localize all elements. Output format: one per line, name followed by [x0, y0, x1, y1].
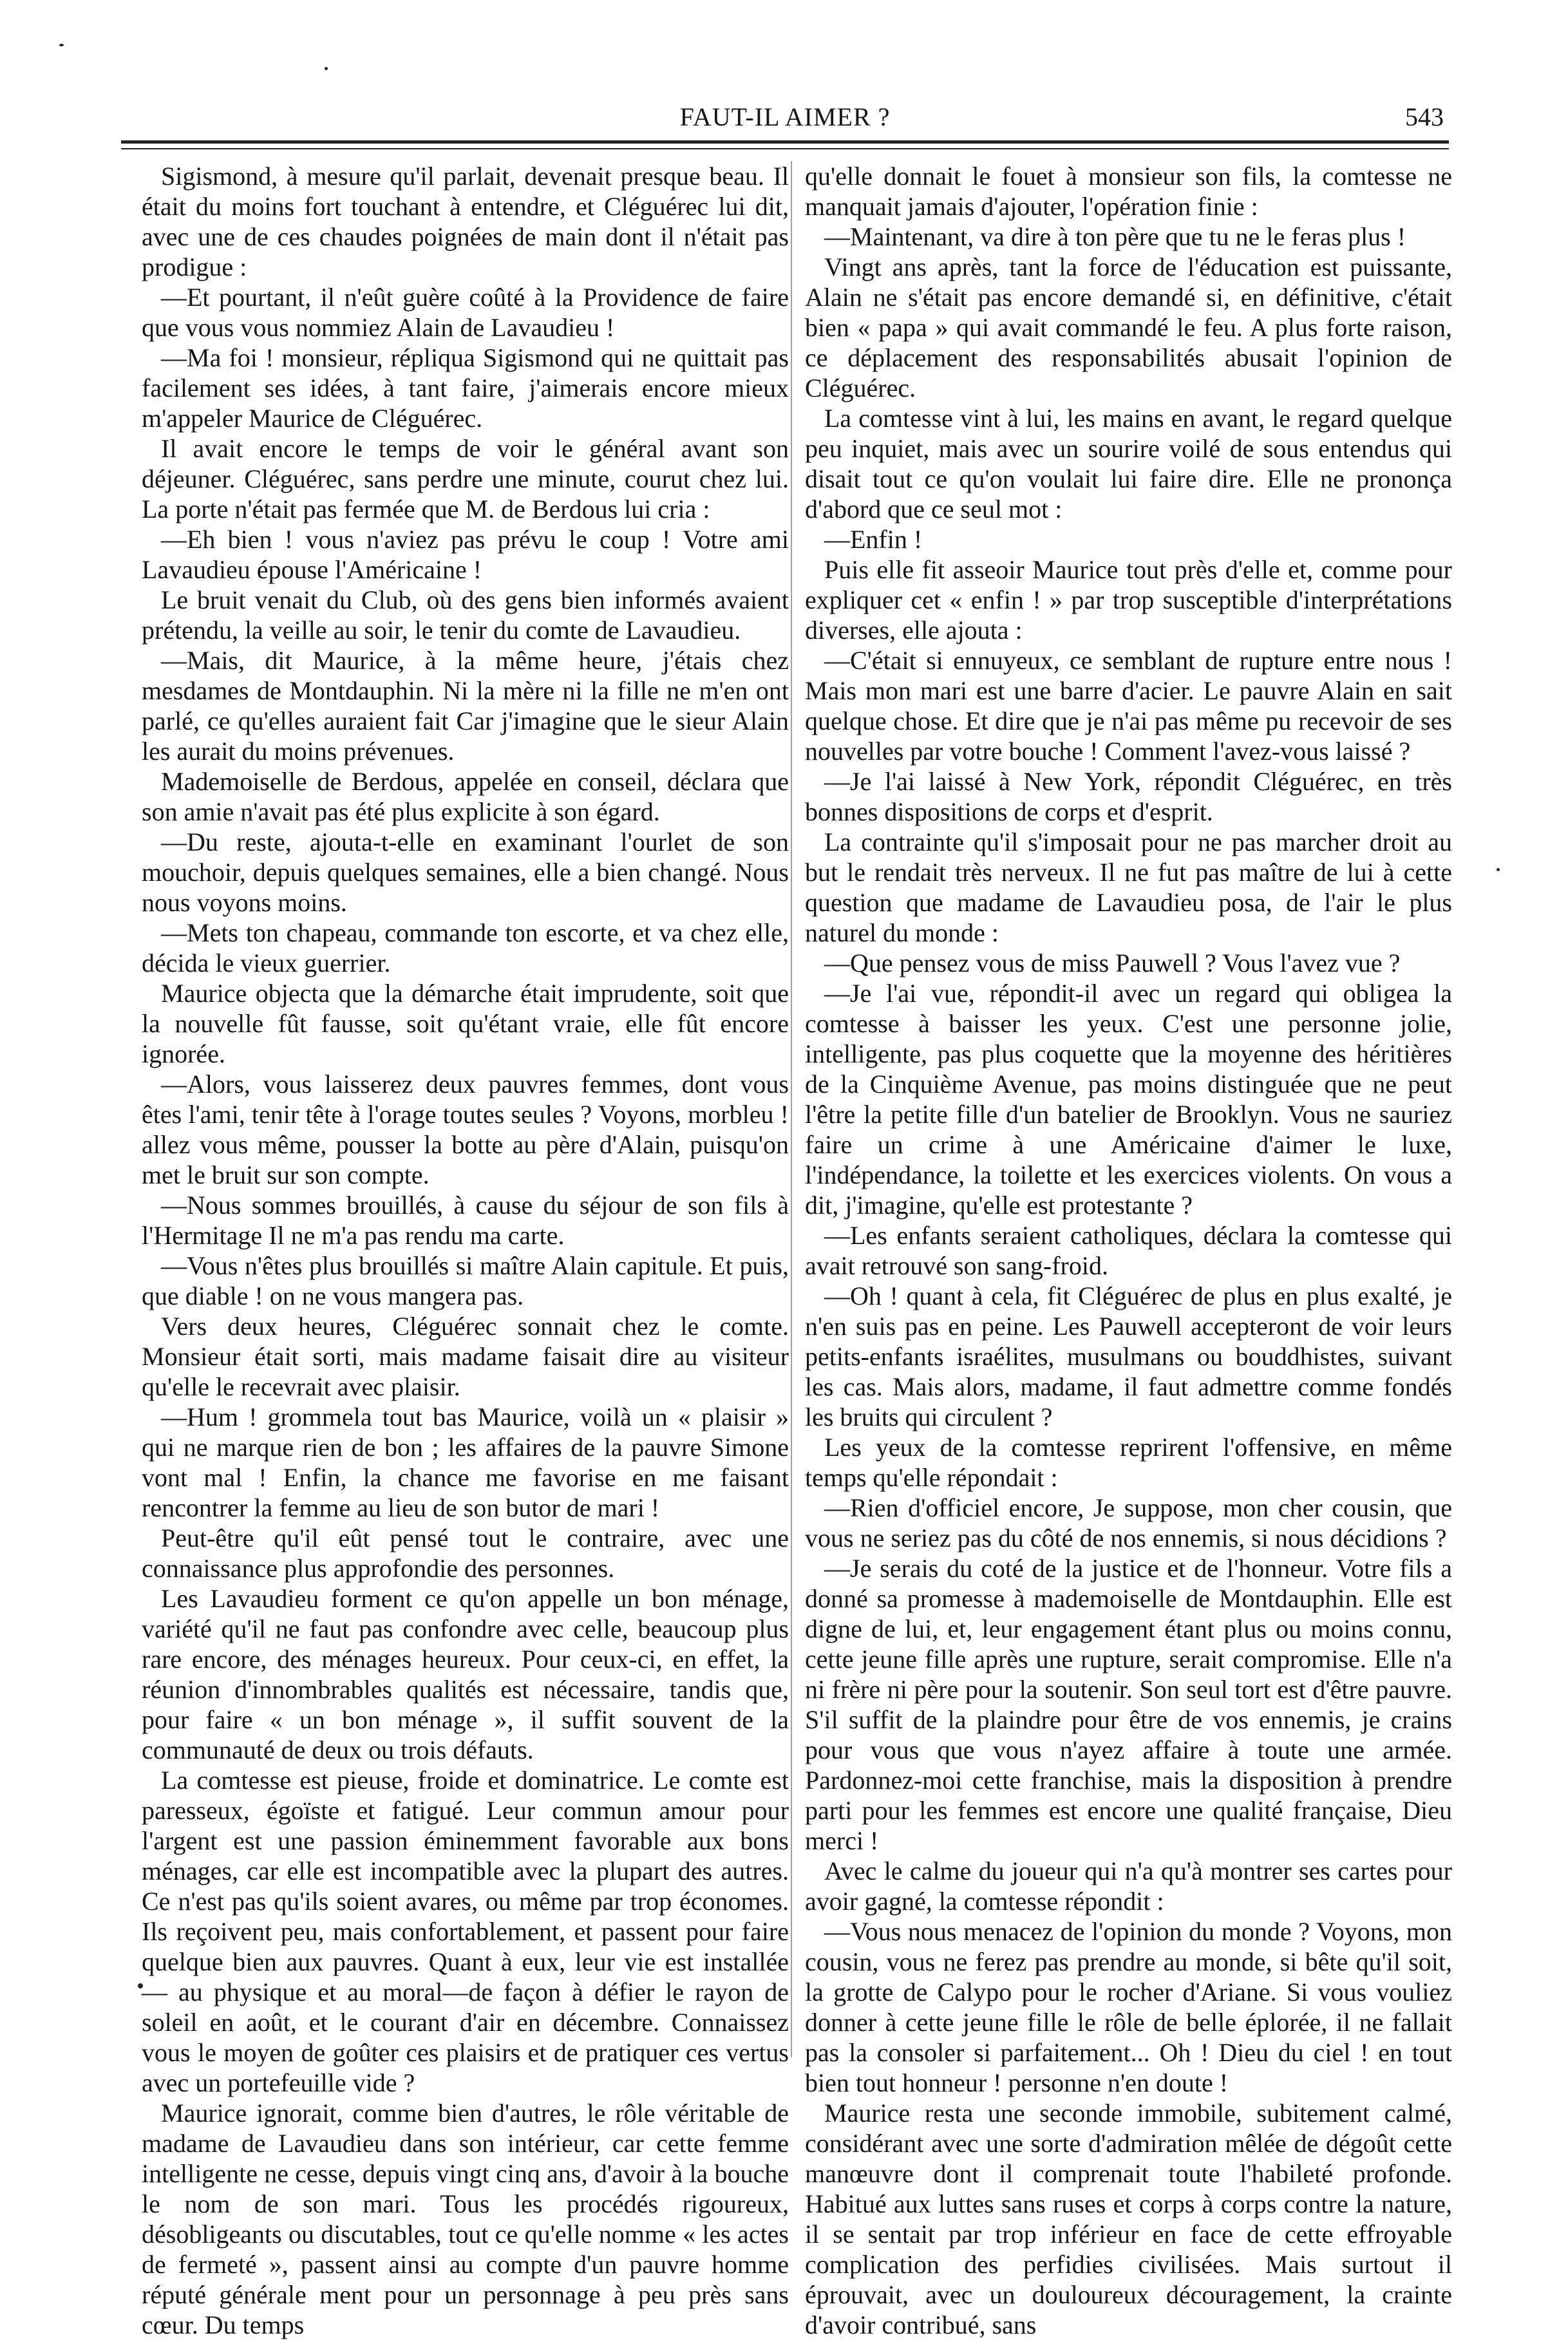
paragraph: —Vous nous menacez de l'opinion du monde ? Voyons, mon cousin, vous ne ferez pas prendre au monde, si bête qu'il soit, la grotte de Calypo pour le rocher d'Ariane. Si vous vouliez donner à cette jeune fille le rôle de belle éplorée, il ne fallait pas la consoler si parfaitement... Oh ! Dieu du ciel ! en tout bien tout honneur ! personne n'en doute ! [805, 1917, 1452, 2097]
paragraph: Vingt ans après, tant la force de l'éducation est puissante, Alain ne s'était pas encore demandé si, en définitive, c'était bien « papa » qui avait commandé le feu. A plus forte raison, ce déplacement des responsabilités abusait l'opinion de Cléguérec. [805, 252, 1452, 402]
paragraph: Les yeux de la comtesse reprirent l'offensive, en même temps qu'elle répondait : [805, 1433, 1452, 1492]
header-rule-thick [121, 140, 1449, 144]
paragraph: Maurice resta une seconde immobile, subitement calmé, considérant avec une sorte d'admiration mêlée de dégoût cette manœuvre dont il comprenait toute l'habileté profonde. Habitué aux luttes sans ruses et corps à corps contre la nature, il se sentait par trop inférieur en face de cette effroyable complication des perfidies civilisées. Mais surtout il éprouvait, avec un douloureux découragement, la crainte d'avoir contribué, sans [805, 2099, 1452, 2339]
paragraph: La contrainte qu'il s'imposait pour ne pas marcher droit au but le rendait très nerveux. Il ne fut pas maître de lui à cette question que madame de Lavaudieu posa, de l'air le plus naturel du monde : [805, 827, 1452, 947]
paragraph: Il avait encore le temps de voir le général avant son déjeuner. Cléguérec, sans perdre une minute, courut chez lui. La porte n'était pas fermée que M. de Berdous lui cria : [142, 434, 789, 524]
paragraph: —Eh bien ! vous n'aviez pas prévu le coup ! Votre ami Lavaudieu épouse l'Américaine ! [142, 525, 789, 584]
margin-speck [59, 44, 64, 46]
paragraph: La comtesse vint à lui, les mains en avant, le regard quelque peu inquiet, mais avec un sourire voilé de sous entendus qui disait tout ce qu'on voulait lui faire dire. Elle ne prononça d'abord que ce seul mot : [805, 404, 1452, 524]
page-number: 543 [1405, 102, 1444, 131]
paragraph: —Nous sommes brouillés, à cause du séjour de son fils à l'Hermitage Il ne m'a pas rendu ma carte. [142, 1191, 789, 1250]
paragraph: —Ma foi ! monsieur, répliqua Sigismond qui ne quittait pas facilement ses idées, à tant faire, j'aimerais encore mieux m'appeler Maurice de Cléguérec. [142, 343, 789, 433]
paragraph: La comtesse est pieuse, froide et dominatrice. Le comte est paresseux, égoïste et fatigué. Leur commun amour pour l'argent est une passion éminemment favorable aux bons ménages, car elle est incompatible avec la plupart des autres. Ce n'est pas qu'ils soient avares, ou même par trop économes. Ils reçoivent peu, mais confortablement, et passent pour faire quelque bien aux pauvres. Quant à eux, leur vie est installée — au physique et au moral—de façon à défier le rayon de soleil en août, et le courant d'air en décembre. Connaissez vous le moyen de goûter ces plaisirs et de pratiquer ces vertus avec un portefeuille vide ? [142, 1766, 789, 2097]
paragraph: —Je serais du coté de la justice et de l'honneur. Votre fils a donné sa promesse à mademoiselle de Montdauphin. Elle est digne de lui, et, leur engagement étant plus ou moins connu, cette jeune fille après une rupture, serait compromise. Elle n'a ni frère ni père pour la soutenir. Son seul tort est d'être pauvre. S'il suffit de la plaindre pour être de vos ennemis, je crains pour vous que vous n'ayez affaire à toute une armée. Pardonnez-moi cette franchise, mais la disposition à prendre parti pour les femmes est encore une qualité française, Dieu merci ! [805, 1554, 1452, 1855]
paragraph: Maurice ignorait, comme bien d'autres, le rôle véritable de madame de Lavaudieu dans son intérieur, car cette femme intelligente ne cesse, depuis vingt cinq ans, d'avoir à la bouche le nom de son mari. Tous les procédés rigoureux, désobligeants ou discutables, tout ce qu'elle nomme « les actes de fermeté », passent ainsi au compte d'un pauvre homme réputé générale ment pour un personnage à peu près sans cœur. Du temps [142, 2099, 789, 2339]
paragraph: Le bruit venait du Club, où des gens bien informés avaient prétendu, la veille au soir, le tenir du comte de Lavaudieu. [142, 585, 789, 645]
margin-speck [325, 67, 328, 70]
paragraph: —Mais, dit Maurice, à la même heure, j'étais chez mesdames de Montdauphin. Ni la mère ni la fille ne m'en ont parlé, ce qu'elles auraient fait Car j'imagine que le sieur Alain les aurait du moins prévenues. [142, 646, 789, 766]
paragraph: —Hum ! grommela tout bas Maurice, voilà un « plaisir » qui ne marque rien de bon ; les affaires de la pauvre Simone vont mal ! Enfin, la chance me favorise en me faisant rencontrer la femme au lieu de son butor de mari ! [142, 1402, 789, 1522]
left-column [142, 161, 789, 2339]
paragraph: Vers deux heures, Cléguérec sonnait chez le comte. Monsieur était sorti, mais madame faisait dire au visiteur qu'elle le recevrait avec plaisir. [142, 1312, 789, 1401]
paragraph: —Et pourtant, il n'eût guère coûté à la Providence de faire que vous vous nommiez Alain de Lavaudieu ! [142, 283, 789, 342]
paragraph: Maurice objecta que la démarche était imprudente, soit que la nouvelle fût fausse, soit qu'étant vraie, elle fût encore ignorée. [142, 979, 789, 1068]
paragraph: —C'était si ennuyeux, ce semblant de rupture entre nous ! Mais mon mari est une barre d'acier. Le pauvre Alain en sait quelque chose. Et dire que je n'ai pas même pu recevoir de ses nouvelles par votre bouche ! Comment l'avez-vous laissé ? [805, 646, 1452, 766]
paragraph: —Rien d'officiel encore, Je suppose, mon cher cousin, que vous ne seriez pas du côté de nos ennemis, si nous décidions ? [805, 1493, 1452, 1552]
paragraph: —Maintenant, va dire à ton père que tu ne le feras plus ! [824, 222, 1406, 251]
header-rule-thin [121, 148, 1449, 149]
paragraph: Avec le calme du joueur qui n'a qu'à montrer ses cartes pour avoir gagné, la comtesse répondit : [805, 1856, 1452, 1916]
paragraph: —Du reste, ajouta-t-elle en examinant l'ourlet de son mouchoir, depuis quelques semaines, elle a bien changé. Nous nous voyons moins. [142, 827, 789, 917]
paragraph: —Vous n'êtes plus brouillés si maître Alain capitule. Et puis, que diable ! on ne vous mangera pas. [142, 1251, 789, 1310]
paragraph: —Enfin ! [824, 525, 923, 554]
paragraph: —Oh ! quant à cela, fit Cléguérec de plus en plus exalté, je n'en suis pas en peine. Les Pauwell accepteront de voir leurs petits-enfants israélites, musulmans ou bouddhistes, suivant les cas. Mais alors, madame, il faut admettre comme fondés les bruits qui circulent ? [805, 1281, 1452, 1431]
margin-speck [1497, 868, 1500, 871]
paragraph: Mademoiselle de Berdous, appelée en conseil, déclara que son amie n'avait pas été plus explicite à son égard. [142, 767, 789, 826]
running-header [121, 102, 1449, 140]
paragraph: Les Lavaudieu forment ce qu'on appelle un bon ménage, variété qu'il ne faut pas confondre avec celle, beaucoup plus rare encore, des ménages heureux. Pour ceux-ci, en effet, la réunion d'innombrables qualités est nécessaire, tandis que, pour faire « un bon ménage », il suffit souvent de la communauté de deux ou trois défauts. [142, 1584, 789, 1764]
paragraph: —Je l'ai vue, répondit-il avec un regard qui obligea la comtesse à baisser les yeux. C'est une personne jolie, intelligente, pas plus coquette que la moyenne des héritières de la Cinquième Avenue, pas moins distinguée que ne peut l'être la petite fille d'un batelier de Brooklyn. Vous ne sauriez faire un crime à une Américaine d'aimer le luxe, l'indépendance, la toilette et les exercices violents. On vous a dit, j'imagine, qu'elle est protestante ? [805, 979, 1452, 1220]
paragraph: —Alors, vous laisserez deux pauvres femmes, dont vous êtes l'ami, tenir tête à l'orage toutes seules ? Voyons, morbleu ! allez vous même, pousser la botte au père d'Alain, puisqu'on met le bruit sur son compte. [142, 1070, 789, 1189]
paragraph: qu'elle donnait le fouet à monsieur son fils, la comtesse ne manquait jamais d'ajouter, l'opération finie : [805, 162, 1452, 221]
paragraph: Peut-être qu'il eût pensé tout le contraire, avec une connaissance plus approfondie des personnes. [142, 1524, 789, 1583]
paragraph: —Mets ton chapeau, commande ton escorte, et va chez elle, décida le vieux guerrier. [142, 918, 789, 977]
paragraph: —Les enfants seraient catholiques, déclara la comtesse qui avait retrouvé son sang-froid. [805, 1221, 1452, 1280]
paragraph: —Je l'ai laissé à New York, répondit Cléguérec, en très bonnes dispositions de corps et d'esprit. [805, 767, 1452, 826]
running-title: FAUT-IL AIMER ? [679, 102, 891, 131]
paragraph: Sigismond, à mesure qu'il parlait, devenait presque beau. Il était du moins fort touchant à entendre, et Cléguérec lui dit, avec une de ces chaudes poignées de main dont il n'était pas prodigue : [142, 162, 789, 281]
right-column [805, 161, 1452, 2339]
paragraph: —Que pensez vous de miss Pauwell ? Vous l'avez vue ? [824, 948, 1401, 977]
column-divider [791, 161, 792, 2057]
paragraph: Puis elle fit asseoir Maurice tout près d'elle et, comme pour expliquer cet « enfin ! » par trop susceptible d'interprétations diverses, elle ajouta : [805, 555, 1452, 645]
